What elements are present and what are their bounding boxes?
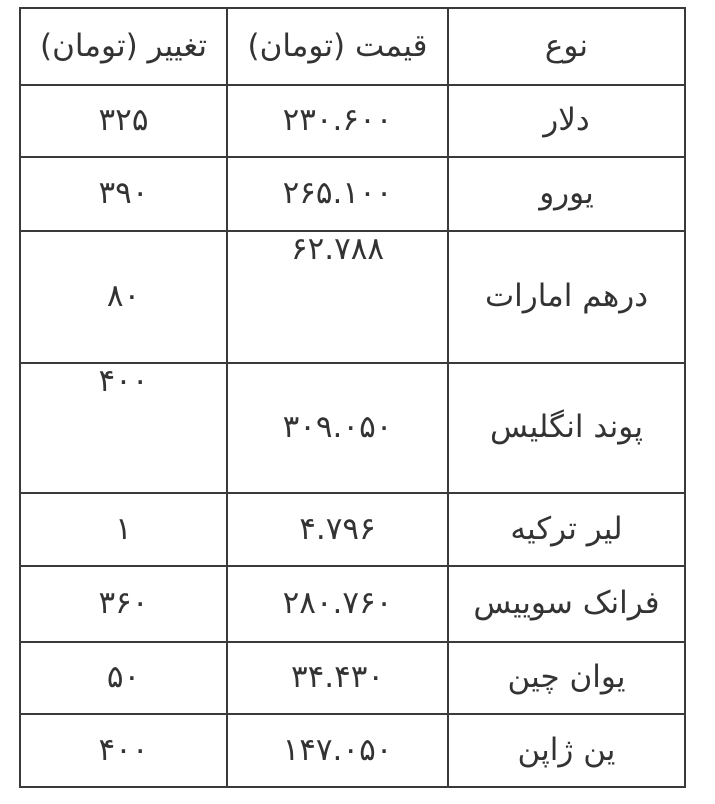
type-cell: درهم امارات — [448, 231, 685, 363]
table-header-row — [20, 8, 685, 85]
type-cell: یورو — [448, 157, 685, 231]
price-cell: ۶۲.۷۸۸ — [227, 231, 448, 363]
table-row — [20, 363, 685, 493]
type-cell: دلار — [448, 85, 685, 157]
change-cell: ۴۰۰ — [20, 714, 227, 787]
type-cell: ین ژاپن — [448, 714, 685, 787]
table-row — [20, 157, 685, 231]
table-row — [20, 566, 685, 642]
table-row — [20, 231, 685, 363]
header-change: تغییر (تومان) — [20, 8, 227, 85]
table-row — [20, 714, 685, 787]
price-cell: ۱۴۷.۰۵۰ — [227, 714, 448, 787]
type-cell: پوند انگلیس — [448, 363, 685, 493]
change-cell: ۳۶۰ — [20, 566, 227, 642]
table-row — [20, 642, 685, 714]
type-cell: یوان چین — [448, 642, 685, 714]
change-cell: ۱ — [20, 493, 227, 566]
currency-rates-table — [19, 7, 686, 788]
price-cell: ۳۰۹.۰۵۰ — [227, 363, 448, 493]
price-cell: ۲۸۰.۷۶۰ — [227, 566, 448, 642]
price-cell: ۳۴.۴۳۰ — [227, 642, 448, 714]
change-cell: ۵۰ — [20, 642, 227, 714]
price-cell: ۴.۷۹۶ — [227, 493, 448, 566]
change-cell: ۴۰۰ — [20, 363, 227, 493]
change-cell: ۸۰ — [20, 231, 227, 363]
table-row — [20, 85, 685, 157]
header-type: نوع — [448, 8, 685, 85]
price-cell: ۲۳۰.۶۰۰ — [227, 85, 448, 157]
type-cell: لیر ترکیه — [448, 493, 685, 566]
change-cell: ۳۹۰ — [20, 157, 227, 231]
header-price: قیمت (تومان) — [227, 8, 448, 85]
table-row — [20, 493, 685, 566]
price-cell: ۲۶۵.۱۰۰ — [227, 157, 448, 231]
change-cell: ۳۲۵ — [20, 85, 227, 157]
type-cell: فرانک سوییس — [448, 566, 685, 642]
